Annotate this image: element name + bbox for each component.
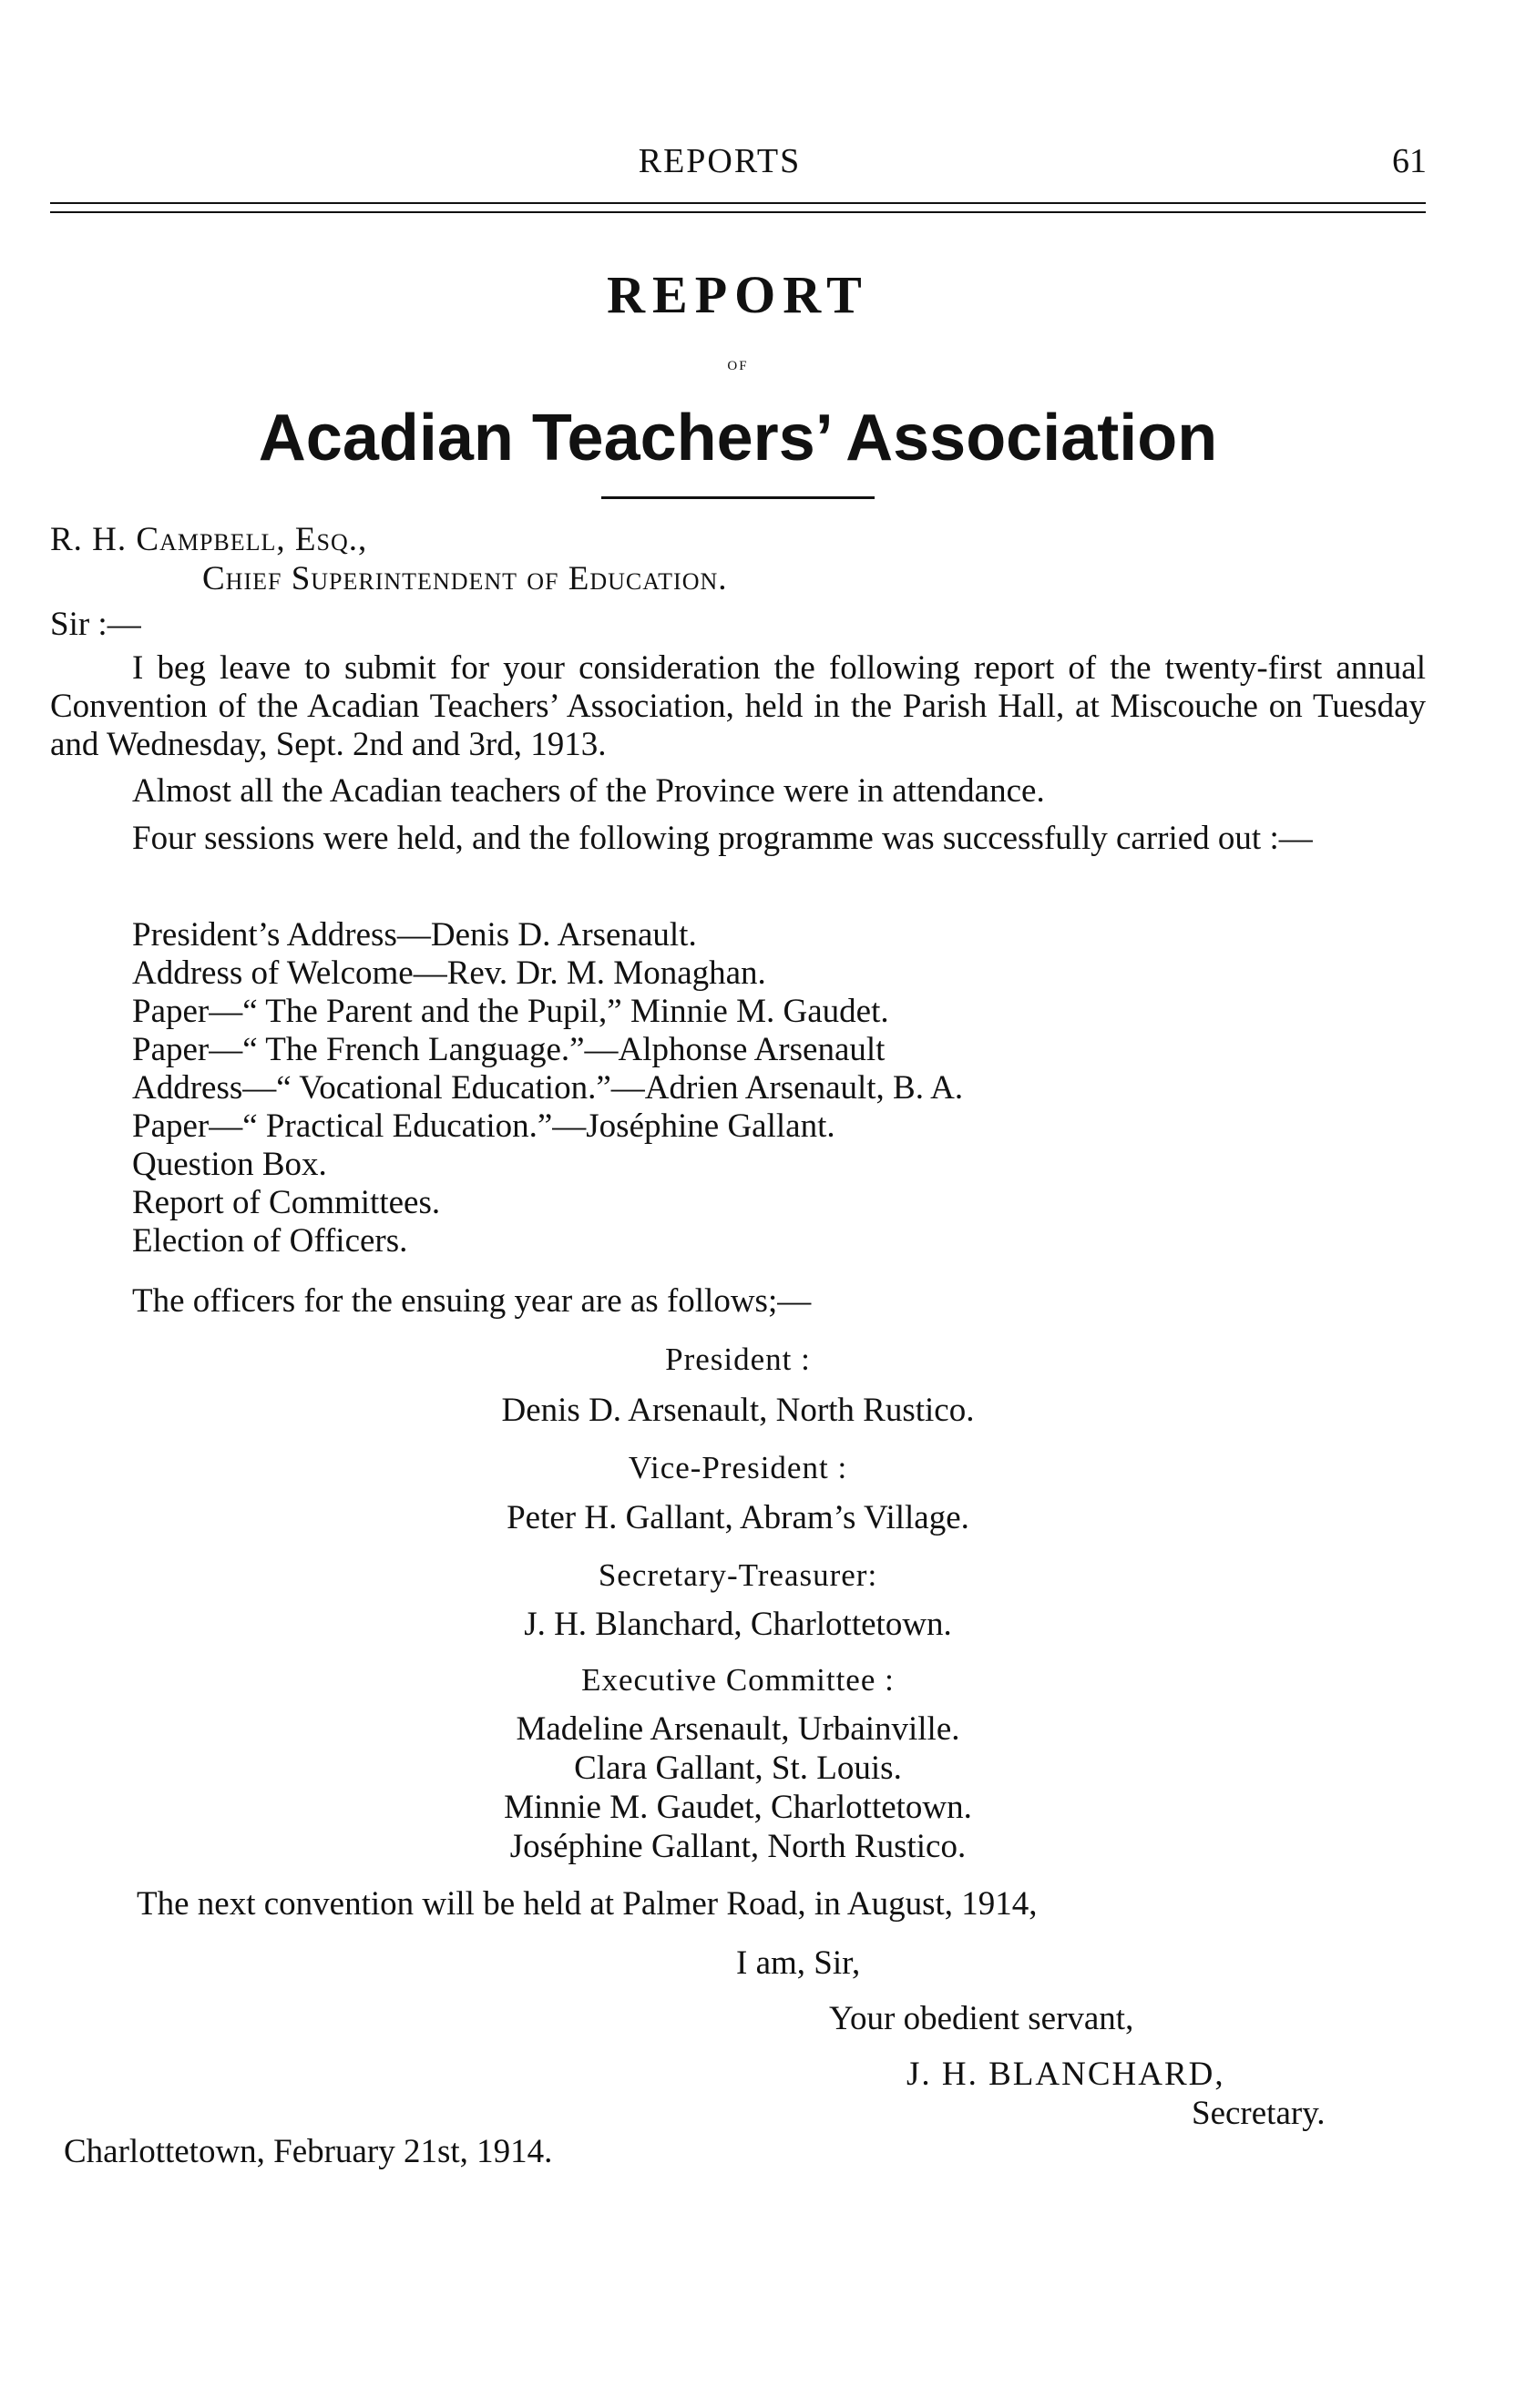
executive-member: Clara Gallant, St. Louis. bbox=[574, 1750, 902, 1787]
addressee-position: Chief Superintendent of Education. bbox=[202, 560, 728, 597]
secretary-name: J. H. Blanchard, Charlottetown. bbox=[524, 1606, 952, 1643]
next-convention: The next convention will be held at Palmer Road, in August, 1914, bbox=[137, 1885, 1038, 1923]
programme-item: Address—“ Vocational Education.”—Adrien Arsenault, B. A. bbox=[132, 1069, 964, 1107]
president-name: Denis D. Arsenault, North Rustico. bbox=[501, 1392, 975, 1429]
executive-member: Joséphine Gallant, North Rustico. bbox=[509, 1828, 967, 1865]
officers-intro: The officers for the ensuing year are as follows;— bbox=[132, 1282, 812, 1320]
header-rule-top bbox=[50, 202, 1426, 204]
executive-member: Madeline Arsenault, Urbainville. bbox=[516, 1710, 960, 1748]
executive-label: Executive Committee : bbox=[581, 1662, 895, 1698]
page-number: 61 bbox=[1392, 142, 1427, 180]
programme-item: Paper—“ The Parent and the Pupil,” Minnie M. Gaudet. bbox=[132, 993, 889, 1030]
executive-member: Minnie M. Gaudet, Charlottetown. bbox=[504, 1789, 972, 1826]
salutation: Sir :— bbox=[50, 606, 141, 643]
programme-item: Address of Welcome—Rev. Dr. M. Monaghan. bbox=[132, 954, 766, 992]
association-title: Acadian Teachers’ Association bbox=[258, 402, 1218, 474]
dateline: Charlottetown, February 21st, 1914. bbox=[64, 2133, 553, 2170]
intro-paragraph: I beg leave to submit for your consideration the following report of the twenty-first annual Convention of the Acadian Teachers’ Association, held in the Parish Hall, at Miscouche on Tuesday and Wednesday, Sept. 2nd and 3rd, 1913. bbox=[50, 649, 1426, 763]
secretary-label: Secretary-Treasurer: bbox=[598, 1557, 878, 1593]
vice-president-name: Peter H. Gallant, Abram’s Village. bbox=[507, 1499, 969, 1536]
addressee-name: R. H. Campbell, Esq., bbox=[50, 521, 368, 558]
report-heading: REPORT bbox=[607, 265, 869, 324]
attendance-paragraph: Almost all the Acadian teachers of the Province were in attendance. bbox=[132, 772, 1045, 810]
signature-title: Secretary. bbox=[1192, 2095, 1326, 2132]
running-header: REPORTS bbox=[638, 142, 802, 180]
signature-name: J. H. BLANCHARD, bbox=[906, 2056, 1225, 2093]
programme-item: Paper—“ The French Language.”—Alphonse Arsenault bbox=[132, 1031, 886, 1068]
report-of: of bbox=[727, 352, 749, 374]
title-divider bbox=[601, 496, 875, 499]
vice-president-label: Vice-President : bbox=[628, 1450, 848, 1485]
programme-item: Report of Committees. bbox=[132, 1184, 441, 1221]
header-rule-bottom bbox=[50, 211, 1426, 213]
closing-line: I am, Sir, bbox=[736, 1944, 861, 1982]
programme-item: President’s Address—Denis D. Arsenault. bbox=[132, 916, 697, 954]
sessions-paragraph: Four sessions were held, and the following programme was successfully carried out :— bbox=[132, 820, 1313, 857]
programme-item: Election of Officers. bbox=[132, 1222, 408, 1260]
closing-line: Your obedient servant, bbox=[829, 2000, 1134, 2037]
programme-item: Paper—“ Practical Education.”—Joséphine Gallant. bbox=[132, 1107, 835, 1145]
programme-item: Question Box. bbox=[132, 1146, 327, 1183]
president-label: President : bbox=[665, 1342, 811, 1377]
